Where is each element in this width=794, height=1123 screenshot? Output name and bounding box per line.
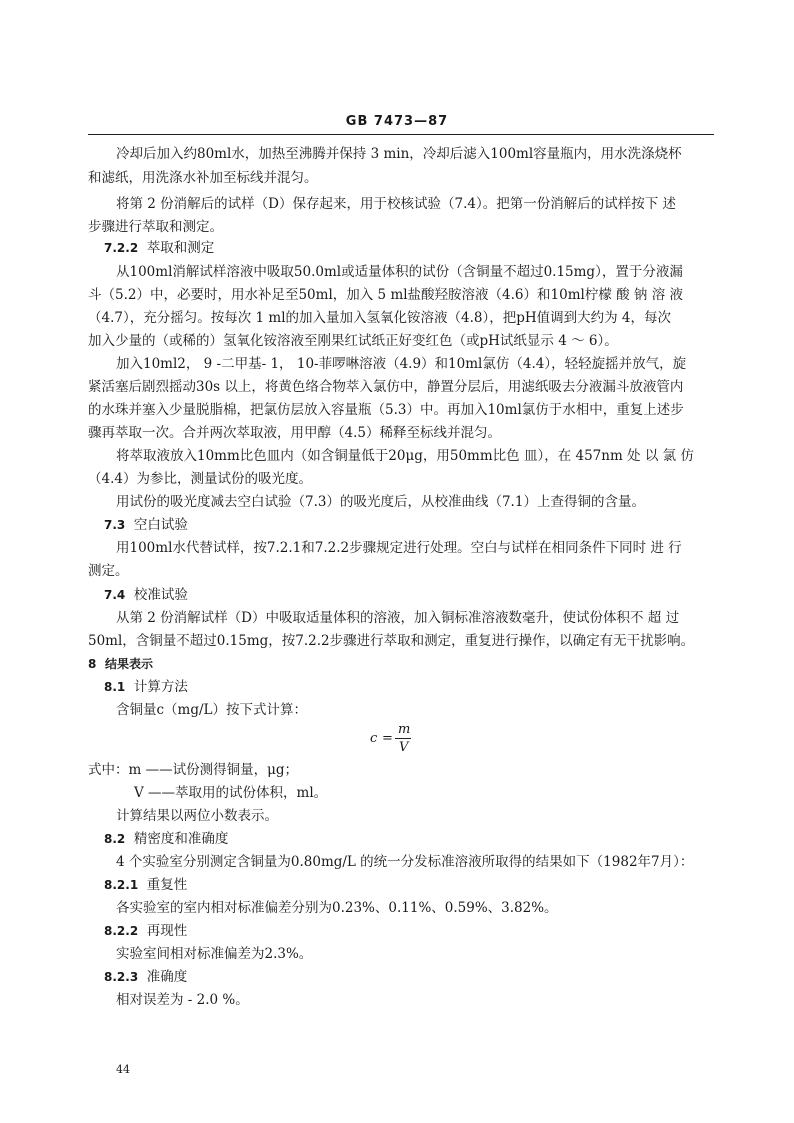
section-title: 准确度: [146, 969, 188, 985]
section-heading-8: [88, 656, 153, 672]
formula-numerator: m: [398, 722, 411, 737]
body-line: 50ml，含铜量不超过0.15mg，按7.2.2步骤进行萃取和测定，重复进行操作，以确定有无干扰影响。: [88, 633, 695, 649]
body-line: 将萃取液放入10mm比色皿内（如含铜量低于20μg，用50mm比色 皿），在 457nm 处 以 氯 仿: [116, 448, 694, 464]
body-line: 含铜量c（mg/L）按下式计算：: [116, 702, 308, 718]
section-heading-8-2: [104, 831, 228, 847]
body-line: 步骤进行萃取和测定。: [88, 219, 223, 235]
section-number: 8.2.1: [104, 878, 139, 892]
body-line: 各实验室的室内相对标准偏差分别为0.23%、0.11%、0.59%、3.82%。: [116, 900, 558, 916]
section-number: 7.2.2: [104, 241, 139, 255]
section-number: 8.1: [104, 680, 126, 694]
section-title: 校准试验: [133, 587, 188, 603]
body-line: 加入少量的（或稀的）氢氧化铵溶液至刚果红试纸正好变红色（或pH试纸显示 4 ～ 6）。: [88, 333, 618, 349]
standard-number-header: GB 7473—87: [345, 114, 449, 129]
body-line: 斗（5.2）中，必要时，用水补足至50ml，加入 5 ml盐酸羟胺溶液（4.6）和10ml柠檬 酸 钠 溶 液: [88, 287, 683, 303]
section-heading-7-3: [104, 517, 188, 533]
formula-equals: =: [382, 731, 393, 746]
section-title: 再现性: [146, 923, 188, 939]
section-title: 重复性: [146, 877, 188, 893]
fraction-bar: [395, 738, 411, 739]
section-number: 7.3: [104, 518, 126, 532]
body-line: 实验室间相对标准偏差为2.3%。: [116, 946, 313, 962]
section-number: 8.2.2: [104, 924, 139, 938]
section-title: 萃取和测定: [146, 240, 215, 256]
section-heading-8-2-1: [104, 877, 187, 893]
body-line: 用试份的吸光度减去空白试验（7.3）的吸光度后，从校准曲线（7.1）上查得铜的含量。: [116, 494, 645, 510]
section-heading-8-2-3: [104, 969, 187, 985]
body-line: 相对误差为 - 2.0 %。: [116, 992, 249, 1008]
section-title: 空白试验: [133, 517, 188, 533]
formula-lhs: c: [370, 731, 378, 746]
body-line: V ——萃取用的试份体积，ml。: [134, 785, 328, 801]
body-line: 从100ml消解试样溶液中吸取50.0ml或适量体积的试份（含铜量不超过0.15mg），置于分液漏: [116, 264, 683, 280]
formula-denominator: V: [399, 740, 409, 755]
body-line: 和滤纸，用洗涤水补加至标线并混匀。: [88, 170, 318, 186]
body-line: 从第 2 份消解试样（D）中吸取适量体积的溶液，加入铜标准溶液数毫升，使试份体积不 超 过: [116, 610, 680, 626]
body-line: 紧活塞后剧烈摇动30s 以上，将黄色络合物萃入氯仿中，静置分层后，用滤纸吸去分液漏斗放液管内: [88, 379, 684, 395]
page-number: 44: [116, 1063, 130, 1076]
section-number: 7.4: [104, 588, 126, 602]
formula-c-equals-m-over-v: [370, 722, 430, 756]
body-line: 将第 2 份消解后的试样（D）保存起来，用于校核试验（7.4）。把第一份消解后的试样按下 述: [116, 196, 677, 212]
body-line: （4.4）为参比，测量试份的吸光度。: [88, 471, 312, 487]
body-line: 测定。: [88, 563, 129, 579]
section-heading-8-2-2: [104, 923, 187, 939]
body-line: 骤再萃取一次。合并两次萃取液，用甲醇（4.5）稀释至标线并混匀。: [88, 425, 501, 441]
section-number: 8.2: [104, 832, 126, 846]
body-line: 用100ml水代替试样，按7.2.1和7.2.2步骤规定进行处理。空白与试样在相同条件下同时 进 行: [116, 540, 682, 556]
section-title: 计算方法: [133, 679, 188, 695]
section-title: 精密度和准确度: [133, 831, 229, 847]
section-heading-8-1: [104, 679, 188, 695]
body-line: 加入10ml2， 9 -二甲基- 1， 10-菲啰啉溶液（4.9）和10ml氯仿（4.4），轻轻旋摇并放气，旋: [116, 356, 687, 372]
section-number: 8.2.3: [104, 970, 139, 984]
section-heading-7-4: [104, 587, 188, 603]
body-line: 的水珠并塞入少量脱脂棉，把氯仿层放入容量瓶（5.3）中。再加入10ml氯仿于水相中，重复上述步: [88, 402, 684, 418]
body-line: 冷却后加入约80ml水，加热至沸腾并保持 3 min，冷却后滤入100ml容量瓶内，用水洗涤烧杯: [116, 146, 682, 162]
body-line: 计算结果以两位小数表示。: [116, 808, 278, 824]
body-line: 4 个实验室分别测定含铜量为0.80mg/L 的统一分发标准溶液所取得的结果如下（1982年7月）：: [116, 854, 694, 870]
section-number: 8: [88, 657, 97, 671]
body-line: 式中：m ——试份测得铜量，μg；: [88, 762, 299, 778]
body-line: （4.7），充分摇匀。按每次 1 ml的加入量加入氢氧化铵溶液（4.8），把pH值调到大约为 4，每次: [88, 310, 672, 326]
section-title: 结果表示: [104, 657, 153, 671]
header-rule: [88, 134, 714, 135]
section-heading-7-2-2: [104, 240, 214, 256]
